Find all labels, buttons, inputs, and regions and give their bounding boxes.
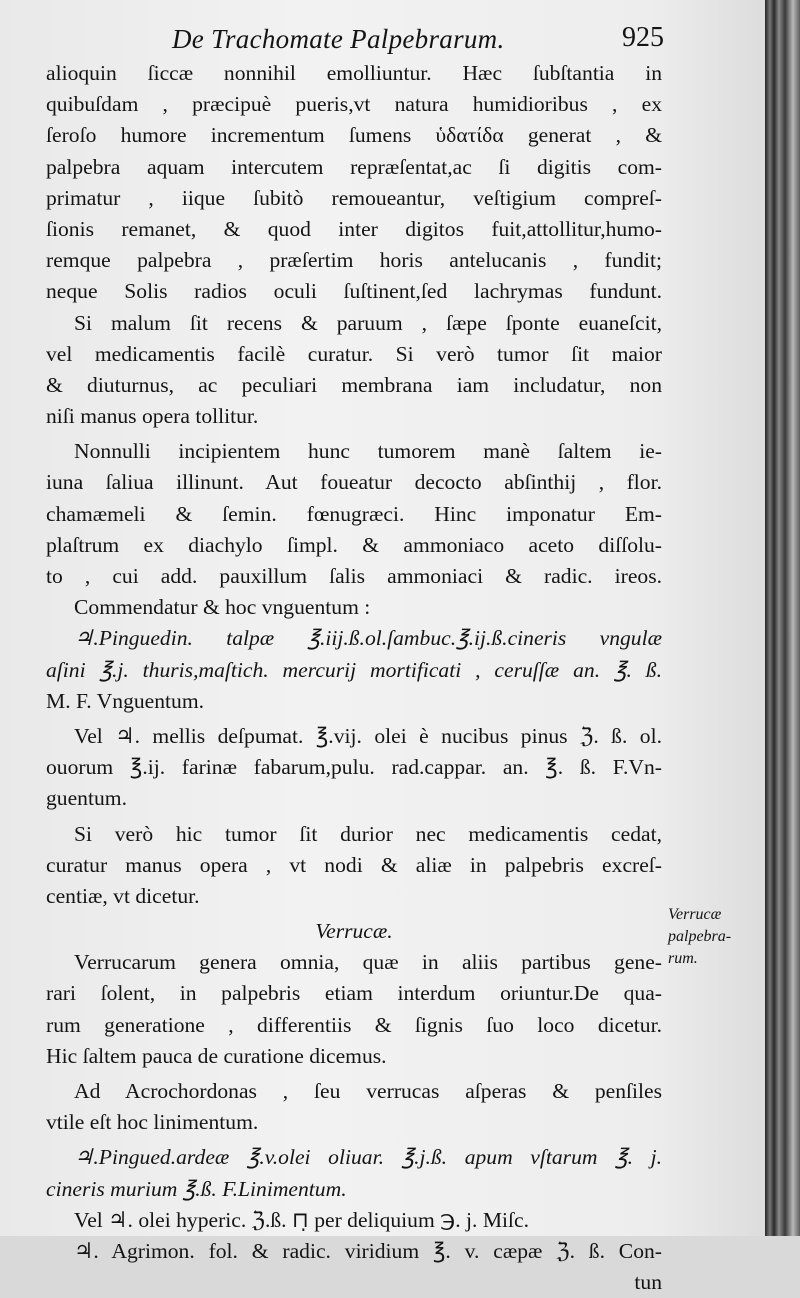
marginal-note-line: Verrucæ [668, 906, 722, 923]
text-line: Ad Acrochordonas , ſeu verrucas aſperas & penſiles [74, 1079, 662, 1103]
page-number: 925 [622, 22, 664, 53]
recipe-line: ♃.Pinguedin. talpæ ℥.iij.ß.ol.ſambuc.℥.ij.ß.cineris vngulæ [74, 626, 662, 651]
text-line: & diuturnus, ac peculiari membrana iam includatur, non [46, 372, 662, 397]
recipe-line: ♃. Agrimon. fol. & radic. viridium ℥. v. cæpæ ℨ. ß. Con- [74, 1238, 662, 1263]
recipe-line: ♃.Pingued.ardeæ ℥.v.olei oliuar. ℥.j.ß. apum vſtarum ℥. j. [74, 1145, 662, 1170]
text-line: plaſtrum ex diachylo ſimpl. & ammoniaco aceto diſſolu- [46, 532, 662, 557]
text-line: centiæ, vt dicetur. [46, 883, 200, 908]
body-text [46, 58, 662, 1298]
text-line: palpebra aquam intercutem repræſentat,ac ſi digitis com- [46, 154, 662, 179]
marginal-note-line: palpebra- [668, 928, 732, 945]
text-line: Hic ſaltem pauca de curatione dicemus. [46, 1043, 387, 1068]
text-line: ſeroſo humore incrementum ſumens ὑδατίδα generat , & [46, 123, 662, 148]
text-line: chamæmeli & ſemin. fœnugræci. Hinc imponatur Em- [46, 501, 662, 526]
text-line: alioquin ſiccæ nonnihil emolliuntur. Hæc ſubſtantia in [46, 61, 662, 85]
page-header [74, 18, 664, 58]
recipe-line: guentum. [46, 786, 127, 811]
recipe-line: Vel ♃. mellis deſpumat. ℥.vij. olei è nucibus pinus ℨ. ß. ol. [74, 723, 662, 748]
text-line: niſi manus opera tollitur. [46, 404, 259, 429]
text-line: quibuſdam , præcipuè pueris,vt natura humidioribus , ex [46, 92, 662, 117]
text-line: iuna ſaliua illinunt. Aut foueatur decocto abſinthij , flor. [46, 470, 662, 495]
text-line: Commendatur & hoc vnguentum : [74, 595, 371, 620]
text-line: Nonnulli incipientem hunc tumorem manè ſaltem ie- [74, 439, 662, 464]
text-line: Verrucarum genera omnia, quæ in aliis partibus gene- [74, 950, 662, 975]
text-line: curatur manus opera , vt nodi & aliæ in palpebris excreſ- [46, 852, 662, 877]
text-line: vtile eſt hoc linimentum. [46, 1110, 259, 1135]
text-line: vel medicamentis facilè curatur. Si verò tumor ſit maior [46, 341, 662, 366]
text-line: to , cui add. pauxillum ſalis ammoniaci & radic. ireos. [46, 564, 662, 588]
text-line: Si verò hic tumor ſit durior nec medicamentis cedat, [74, 821, 662, 846]
catchword: tun [634, 1270, 662, 1295]
text-line: neque Solis radios oculi ſuſtinent,ſed lachrymas fundunt. [46, 279, 662, 304]
text-line: rum generatione , differentiis & ſignis ſuo loco dicetur. [46, 1012, 662, 1037]
marginal-note-line: rum. [668, 950, 698, 967]
book-spine-edge [765, 0, 800, 1236]
text-line: rari ſolent, in palpebris etiam interdum oriuntur.De qua- [46, 981, 662, 1006]
text-line: ſionis remanet, & quod inter digitos fuit,attollitur,humo- [46, 216, 662, 241]
recipe-line: M. F. Vnguentum. [46, 688, 205, 713]
marginal-note [668, 904, 760, 970]
recipe-line: Vel ♃. olei hyperic. ℨ.ß. ⊓̣ per deliquium ℈. j. Miſc. [74, 1207, 529, 1232]
running-title: De Trachomate Palpebrarum. [172, 24, 505, 54]
recipe-line: ouorum ℥.ij. farinæ fabarum,pulu. rad.cappar. an. ℥. ß. F.Vn- [46, 755, 662, 780]
text-line: remque palpebra , præſertim horis antelucanis , fundit; [46, 248, 662, 273]
text-line: primatur , iique ſubitò remoueantur, veſtigium compreſ- [46, 185, 662, 210]
recipe-line: cineris murium ℥.ß. F.Linimentum. [46, 1176, 347, 1201]
text-line: Si malum ſit recens & paruum , ſæpe ſponte euaneſcit, [74, 310, 662, 335]
section-heading: Verrucæ. [315, 919, 393, 944]
recipe-line: aſini ℥.j. thuris,maſtich. mercurij mortificati , ceruſſæ an. ℥. ß. [46, 657, 662, 682]
